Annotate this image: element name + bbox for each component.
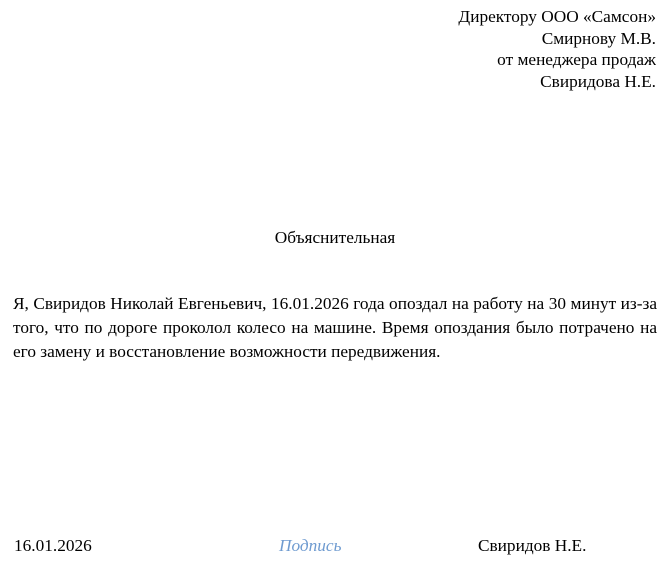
footer-date: 16.01.2026: [14, 536, 92, 555]
document-title: Объяснительная: [274, 228, 396, 247]
addressee-line-director: Директору ООО «Самсон»: [458, 7, 656, 26]
sender-line-name: Свиридова Н.Е.: [540, 71, 656, 91]
signer-name: Свиридов Н.Е.: [478, 536, 587, 555]
signature-placeholder: Подпись: [279, 536, 342, 555]
addressee-line-name: Смирнову М.В.: [541, 28, 656, 48]
document-body: Я, Свиридов Николай Евгеньевич, 16.01.2026 года опоздал на работу на 30 минут из-за того, что по дороге проколол колесо на машине. Время опоздания было потрачено на его замену и восстановление возможности передвижения.: [13, 294, 657, 362]
signature-footer: [0, 534, 666, 558]
addressee-block: [458, 6, 656, 92]
sender-line-position: от менеджера продаж: [497, 50, 656, 70]
